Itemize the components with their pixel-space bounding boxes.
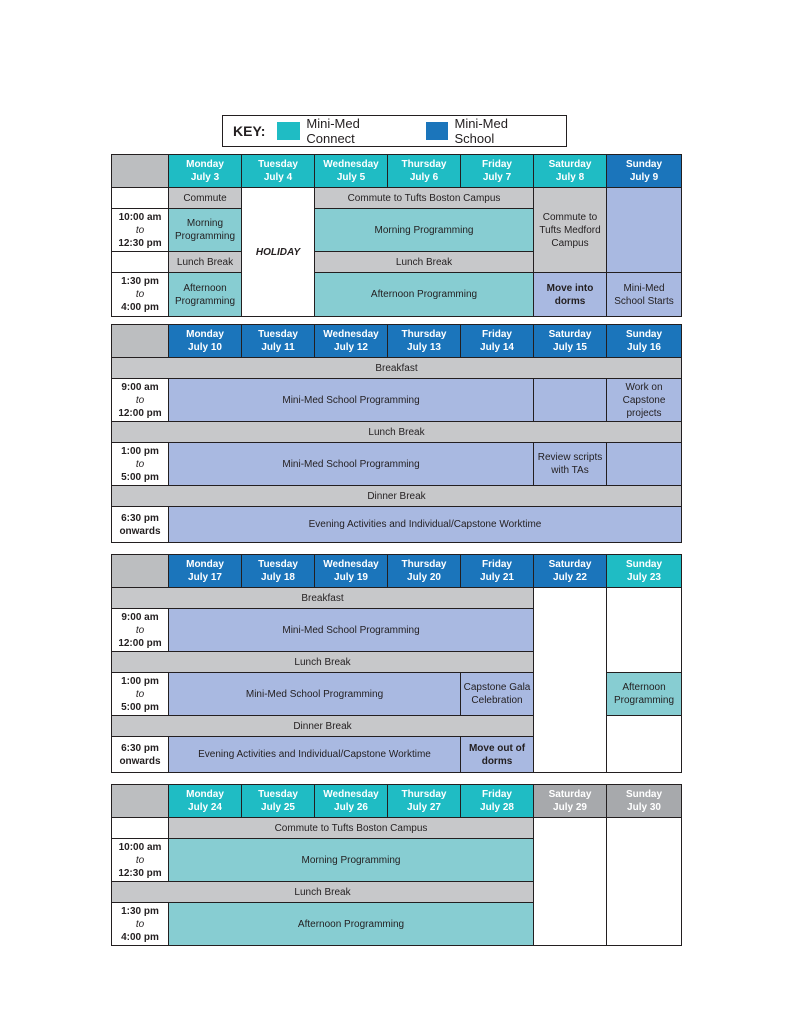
program-cell: Morning Programming xyxy=(169,839,534,882)
program-cell: Afternoon Programming xyxy=(315,273,534,317)
day-header: Tuesday July 4 xyxy=(242,155,315,188)
week-2-table xyxy=(111,324,682,543)
program-cell: Afternoon Programming xyxy=(169,273,242,317)
program-cell: Mini-Med School Programming xyxy=(169,379,534,422)
program-cell: Mini-Med School Programming xyxy=(169,673,461,716)
day-header: Sunday July 23 xyxy=(607,555,682,588)
commute-cell: Commute to Tufts Boston Campus xyxy=(169,818,534,839)
legend-swatch-connect xyxy=(277,122,300,140)
program-cell: Morning Programming xyxy=(315,209,534,252)
move-out-cell: Move out of dorms xyxy=(461,737,534,773)
empty-cell xyxy=(607,716,682,773)
legend-title: KEY: xyxy=(233,123,266,139)
time-label: 6:30 pm onwards xyxy=(112,507,169,543)
corner-cell xyxy=(112,325,169,358)
day-header: Sunday July 16 xyxy=(607,325,682,358)
empty-school-cell xyxy=(607,443,682,486)
legend-label-school: Mini-Med School xyxy=(454,116,508,146)
day-header: Tuesday July 25 xyxy=(242,785,315,818)
time-cell-empty xyxy=(112,252,169,273)
program-cell: Morning Programming xyxy=(169,209,242,252)
time-cell-empty xyxy=(112,188,169,209)
time-label: 6:30 pm onwards xyxy=(112,737,169,773)
day-header: Monday July 10 xyxy=(169,325,242,358)
program-cell: Afternoon Programming xyxy=(607,673,682,716)
break-cell: Breakfast xyxy=(112,588,534,609)
break-cell: Breakfast xyxy=(112,358,682,379)
day-header: Saturday July 22 xyxy=(534,555,607,588)
legend-key xyxy=(222,115,567,147)
week-4-table xyxy=(111,784,682,946)
time-label: 10:00 am to 12:30 pm xyxy=(112,209,169,252)
review-cell: Review scripts with TAs xyxy=(534,443,607,486)
capstone-cell: Work on Capstone projects xyxy=(607,379,682,422)
empty-cell xyxy=(534,588,607,773)
commute-cell: Commute to Tufts Boston Campus xyxy=(315,188,534,209)
day-header: Saturday July 29 xyxy=(534,785,607,818)
day-header: Friday July 7 xyxy=(461,155,534,188)
day-header: Saturday July 15 xyxy=(534,325,607,358)
day-header: Wednesday July 5 xyxy=(315,155,388,188)
day-header: Friday July 14 xyxy=(461,325,534,358)
day-header: Friday July 28 xyxy=(461,785,534,818)
day-header: Sunday July 30 xyxy=(607,785,682,818)
empty-cell xyxy=(534,818,607,946)
empty-school-cell xyxy=(607,188,682,273)
commute-medford-cell: Commute to Tufts Medford Campus xyxy=(534,188,607,273)
day-header: Thursday July 27 xyxy=(388,785,461,818)
day-header: Friday July 21 xyxy=(461,555,534,588)
break-cell: Lunch Break xyxy=(112,652,534,673)
time-label: 1:00 pm to 5:00 pm xyxy=(112,443,169,486)
day-header: Monday July 24 xyxy=(169,785,242,818)
day-header: Thursday July 6 xyxy=(388,155,461,188)
holiday-cell: HOLIDAY xyxy=(242,188,315,317)
legend-swatch-school xyxy=(426,122,449,140)
program-cell: Mini-Med School Programming xyxy=(169,443,534,486)
week-3-table xyxy=(111,554,682,773)
break-cell: Lunch Break xyxy=(169,252,242,273)
empty-cell xyxy=(607,588,682,673)
school-starts-cell: Mini-Med School Starts xyxy=(607,273,682,317)
time-label: 1:30 pm to 4:00 pm xyxy=(112,903,169,946)
time-label: 10:00 am to 12:30 pm xyxy=(112,839,169,882)
day-header: Saturday July 8 xyxy=(534,155,607,188)
break-cell: Lunch Break xyxy=(315,252,534,273)
day-header: Thursday July 13 xyxy=(388,325,461,358)
break-cell: Lunch Break xyxy=(112,422,682,443)
move-in-cell: Move into dorms xyxy=(534,273,607,317)
day-header: Monday July 17 xyxy=(169,555,242,588)
corner-cell xyxy=(112,785,169,818)
program-cell: Afternoon Programming xyxy=(169,903,534,946)
week-1-table xyxy=(111,154,682,317)
day-header: Tuesday July 11 xyxy=(242,325,315,358)
program-cell: Mini-Med School Programming xyxy=(169,609,534,652)
day-header: Sunday July 9 xyxy=(607,155,682,188)
day-header: Monday July 3 xyxy=(169,155,242,188)
gala-cell: Capstone Gala Celebration xyxy=(461,673,534,716)
break-cell: Lunch Break xyxy=(112,882,534,903)
evening-cell: Evening Activities and Individual/Capstone Worktime xyxy=(169,507,682,543)
commute-cell: Commute xyxy=(169,188,242,209)
evening-cell: Evening Activities and Individual/Capstone Worktime xyxy=(169,737,461,773)
time-label: 1:00 pm to 5:00 pm xyxy=(112,673,169,716)
time-cell-empty xyxy=(112,818,169,839)
time-label: 9:00 am to 12:00 pm xyxy=(112,379,169,422)
day-header: Wednesday July 12 xyxy=(315,325,388,358)
legend-label-connect: Mini-Med Connect xyxy=(306,116,360,146)
time-label: 9:00 am to 12:00 pm xyxy=(112,609,169,652)
break-cell: Dinner Break xyxy=(112,486,682,507)
empty-cell xyxy=(607,818,682,946)
day-header: Wednesday July 19 xyxy=(315,555,388,588)
empty-school-cell xyxy=(534,379,607,422)
break-cell: Dinner Break xyxy=(112,716,534,737)
day-header: Wednesday July 26 xyxy=(315,785,388,818)
corner-cell xyxy=(112,155,169,188)
day-header: Thursday July 20 xyxy=(388,555,461,588)
time-label: 1:30 pm to 4:00 pm xyxy=(112,273,169,317)
day-header: Tuesday July 18 xyxy=(242,555,315,588)
corner-cell xyxy=(112,555,169,588)
